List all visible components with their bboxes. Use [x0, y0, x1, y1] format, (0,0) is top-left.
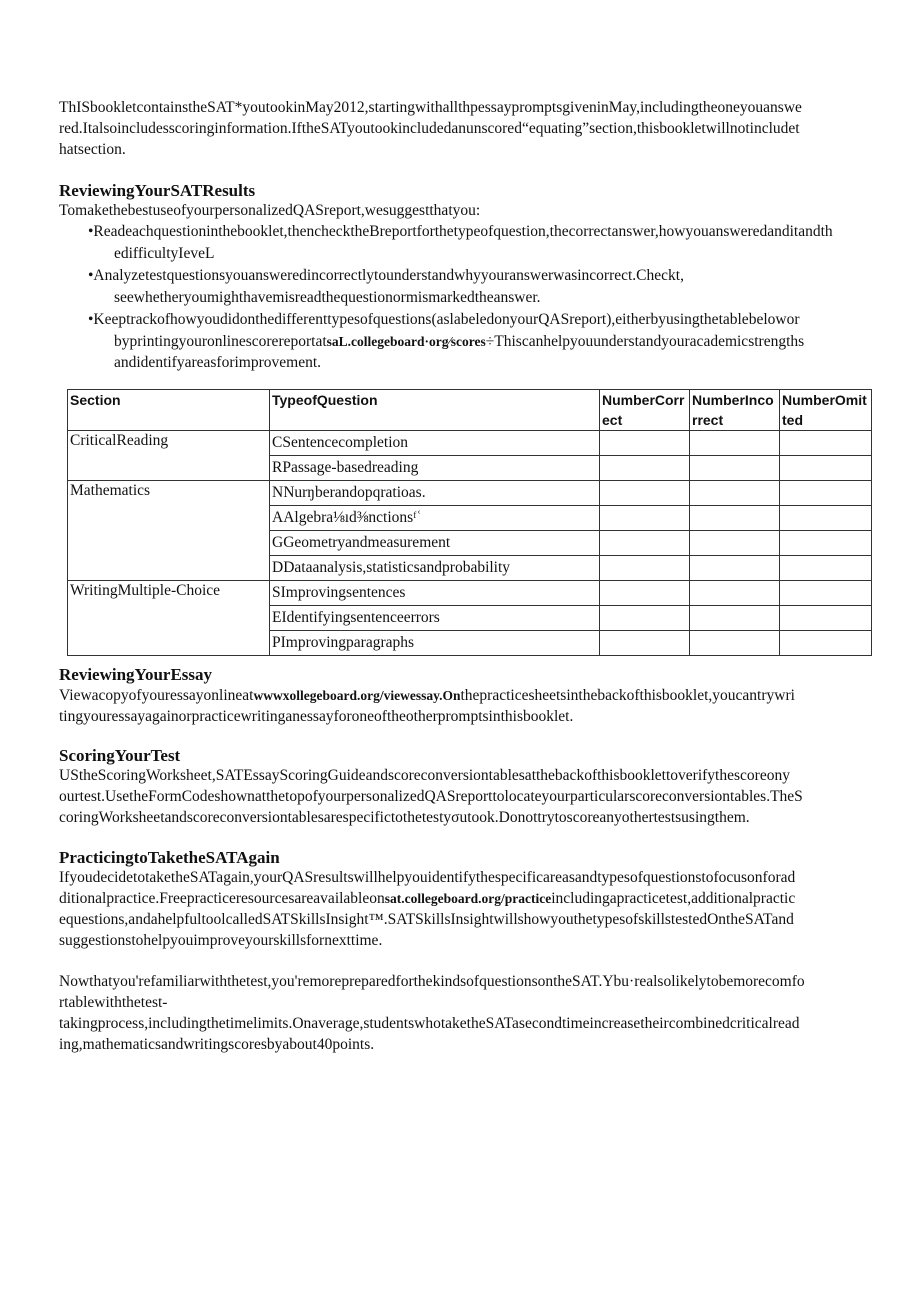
- question-type: PImprovingparagraphs: [270, 631, 600, 656]
- scoring-paragraph: [59, 765, 879, 828]
- question-type: EIdentifyingsentenceerrors: [270, 606, 600, 631]
- reviewing-results-heading: ReviewingYourSATResults: [59, 181, 256, 200]
- section-critical-reading: CriticalReading: [68, 431, 270, 481]
- incorrect-cell[interactable]: [690, 506, 780, 531]
- scoring-line: UStheScoringWorksheet,SATEssayScoringGuideandscoreconversiontablesatthebackofthisbooklettoverifythescoreony: [59, 767, 790, 784]
- essay-line: [59, 685, 879, 706]
- essay-heading: ReviewingYourEssay: [59, 665, 213, 684]
- correct-cell[interactable]: [600, 531, 690, 556]
- practice-link[interactable]: sat.collegeboard.org/practice: [384, 891, 552, 906]
- practicing-text: includingapracticetest,additionalpractic: [551, 890, 796, 907]
- omitted-cell[interactable]: [780, 556, 872, 581]
- correct-cell[interactable]: [600, 581, 690, 606]
- closing-line: takingprocess,includingthetimelimits.Onaverage,studentswhotaketheSATasecondtimeincreasetheircombinedcriticalread: [59, 1015, 800, 1032]
- essay-text: thepracticesheetsinthebackofthisbooklet,youcantrywri: [460, 687, 795, 704]
- viewessay-link[interactable]: wwwxollegeboard.org/viewessay.On: [253, 688, 461, 703]
- incorrect-cell[interactable]: [690, 581, 780, 606]
- omitted-cell[interactable]: [780, 506, 872, 531]
- question-type: CSentencecompletion: [270, 431, 600, 456]
- table-row: [68, 431, 872, 456]
- question-type: RPassage-basedreading: [270, 456, 600, 481]
- intro-line: hatsection.: [59, 141, 126, 158]
- suggestion-line: •Readeachquestioninthebooklet,thenchecktheBreportforthetypeofquestion,thecorrectanswer,howyouansweredanditandth: [88, 223, 833, 240]
- practicing-line: IfyoudecidetotaketheSATagain,yourQASresultswillhelpyouidentifythespecificareasandtypesofquestionstofocusonforad: [59, 869, 796, 886]
- essay-paragraph: [59, 685, 879, 727]
- omitted-cell[interactable]: [780, 456, 872, 481]
- intro-paragraph: [59, 97, 879, 160]
- practicing-text: ditionalpractice.Freepracticeresourcesareavailableon: [59, 890, 385, 907]
- practicing-line: [59, 888, 879, 909]
- omitted-cell[interactable]: [780, 606, 872, 631]
- practicing-line: suggestionstohelpyouimproveyourskillsfornexttime.: [59, 932, 383, 949]
- omitted-cell[interactable]: [780, 631, 872, 656]
- scoring-line: coringWorksheetandscoreconversiontablesarespecifictothetestyσutook.Donottrytoscoreanyothertestsusingthem.: [59, 809, 750, 826]
- scoring-heading: ScoringYourTest: [59, 746, 181, 765]
- suggestion-text: byprintingyouronlinescorereportat: [114, 332, 327, 350]
- correct-cell[interactable]: [600, 631, 690, 656]
- omitted-cell[interactable]: [780, 581, 872, 606]
- closing-line: ing,mathematicsandwritingscoresbyabout40points.: [59, 1036, 375, 1053]
- table-row: [68, 581, 872, 606]
- header-correct: NumberCorrect: [600, 390, 690, 431]
- practicing-line: equestions,andahelpfultoolcalledSATSkillsInsight™.SATSkillsInsightwillshowyouthetypesofskillstestedOntheSATand: [59, 911, 794, 928]
- incorrect-cell[interactable]: [690, 531, 780, 556]
- omitted-cell[interactable]: [780, 431, 872, 456]
- correct-cell[interactable]: [600, 456, 690, 481]
- question-type: DDataanalysis,statisticsandprobability: [270, 556, 600, 581]
- essay-line: tingyouressayagainorpracticewritinganessayforoneoftheotherpromptsinthisbooklet.: [59, 708, 574, 725]
- suggestion-item: [88, 221, 880, 264]
- scoring-line: ourtest.UsetheFormCodeshownatthetopofyourpersonalizedQASreporttolocateyourparticularscoreconversiontables.TheS: [59, 788, 803, 805]
- scores-link[interactable]: saL.collegeboard·org⁄scores: [326, 333, 486, 349]
- suggestion-text: ÷Thiscanhelpyouunderstandyouracademicstrengths: [485, 332, 805, 350]
- header-section: Section: [68, 390, 270, 431]
- practicing-heading: PracticingtoTaketheSATAgain: [59, 848, 280, 867]
- closing-paragraph: [59, 971, 879, 1055]
- table-header-row: [68, 390, 872, 431]
- incorrect-cell[interactable]: [690, 481, 780, 506]
- correct-cell[interactable]: [600, 556, 690, 581]
- closing-line: rtablewiththetest-: [59, 994, 168, 1011]
- practicing-paragraph: [59, 867, 879, 951]
- question-type: SImprovingsentences: [270, 581, 600, 606]
- question-type: NNurŋberandopqratioas.: [270, 481, 600, 506]
- reviewing-results-lead: TomakethebestuseofyourpersonalizedQASreport,wesuggestthatyou:: [59, 202, 481, 219]
- closing-line: Nowthatyou'refamiliarwiththetest,you'remorepreparedforthekindsofquestionsontheSAT.Ybu·realsolikelytobemorecomfo: [59, 973, 805, 990]
- section-writing: WritingMultiple-Choice: [68, 581, 270, 656]
- question-type: GGeometryandmeasurement: [270, 531, 600, 556]
- suggestion-item: [88, 265, 880, 308]
- suggestion-line: •Analyzetestquestionsyouansweredincorrectlytounderstandwhyyouranswerwasincorrect.Checkt,: [88, 267, 684, 284]
- correct-cell[interactable]: [600, 506, 690, 531]
- suggestion-line: seewhetheryoumighthavemisreadthequestionormismarkedtheanswer.: [114, 288, 541, 306]
- intro-line: ThISbookletcontainstheSAT*youtookinMay2012,startingwithallthpessaypromptsgiveninMay,includingtheoneyouanswe: [59, 99, 802, 116]
- correct-cell[interactable]: [600, 481, 690, 506]
- suggestion-line: edifficultyIeveL: [114, 244, 215, 262]
- incorrect-cell[interactable]: [690, 431, 780, 456]
- correct-cell[interactable]: [600, 431, 690, 456]
- suggestion-line: [88, 331, 880, 353]
- suggestion-line: •Keeptrackofhowyoudidonthedifferenttypesofquestions(aslabeledonyourQASreport),eitherbyusingthetablebelowor: [88, 311, 800, 328]
- incorrect-cell[interactable]: [690, 606, 780, 631]
- intro-line: red.Italsoincludesscoringinformation.IftheSATyoutookincludedanunscored“equating”section,thisbookletwillnotincludet: [59, 120, 800, 137]
- omitted-cell[interactable]: [780, 481, 872, 506]
- table-row: [68, 481, 872, 506]
- omitted-cell[interactable]: [780, 531, 872, 556]
- essay-text: Viewacopyofyouressayonlineat: [59, 687, 254, 704]
- question-type: AAlgebra⅛ıd⅜nctionsᶠʿ: [270, 506, 600, 531]
- incorrect-cell[interactable]: [690, 631, 780, 656]
- header-omitted: NumberOmitted: [780, 390, 872, 431]
- section-mathematics: Mathematics: [68, 481, 270, 581]
- correct-cell[interactable]: [600, 606, 690, 631]
- question-type-table: [67, 389, 872, 656]
- suggestion-item: [88, 309, 880, 374]
- header-type: TypeofQuestion: [270, 390, 600, 431]
- incorrect-cell[interactable]: [690, 456, 780, 481]
- suggestion-line: andidentifyareasforimprovement.: [114, 354, 322, 371]
- header-incorrect: NumberIncorrect: [690, 390, 780, 431]
- incorrect-cell[interactable]: [690, 556, 780, 581]
- suggestion-list: [88, 221, 880, 375]
